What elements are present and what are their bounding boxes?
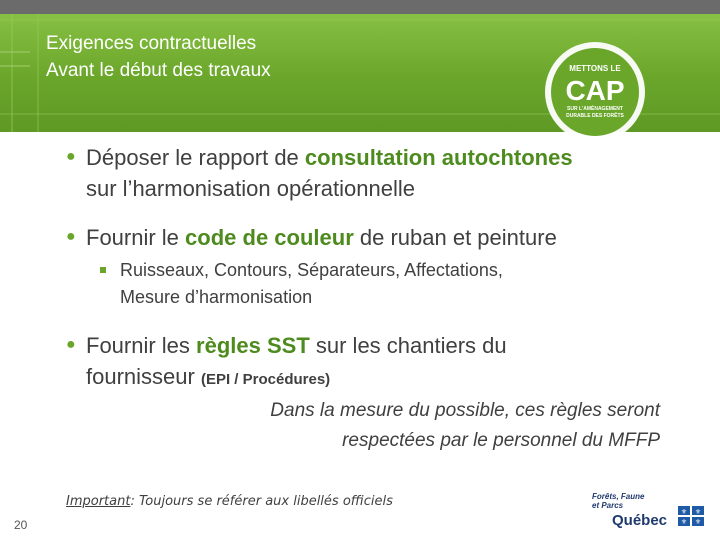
- bullet-2-post: de ruban et peinture: [353, 225, 557, 250]
- title-line-2: Avant le début des travaux: [46, 60, 271, 81]
- page-number: 20: [14, 518, 28, 532]
- bullet-1: [86, 142, 686, 204]
- logo-top-text: METTONS LE: [569, 64, 621, 73]
- logo-sub1-text: SUR L'AMÉNAGEMENT: [567, 106, 623, 112]
- sub-bullet-line2: Mesure d’harmonisation: [120, 287, 313, 307]
- bullet-2: [86, 222, 686, 253]
- bullet-1-text: Déposer le rapport de: [86, 145, 305, 170]
- svg-text:⚜: ⚜: [694, 519, 702, 526]
- bullet-dot: ●: [66, 228, 76, 245]
- bullet-2-text: Fournir le: [86, 225, 186, 250]
- note-line-2: respectées par le personnel du MFFP: [342, 430, 660, 451]
- bullet-dot: ●: [66, 336, 76, 353]
- logo-sub2-text: DURABLE DES FORÊTS: [566, 113, 624, 119]
- logo-main-text: CAP: [565, 75, 625, 106]
- bullet-1-line2: sur l’harmonisation opérationnelle: [86, 176, 415, 201]
- note-line-1: Dans la mesure du possible, ces règles seront: [270, 400, 660, 421]
- bullet-3-text: Fournir les: [86, 333, 197, 358]
- important-note: [66, 494, 393, 509]
- bullet-3-post: sur les chantiers du: [309, 333, 507, 358]
- bullet-3-small: (EPI / Procédures): [200, 371, 331, 388]
- title-line-1: Exigences contractuelles: [46, 33, 257, 54]
- sub-bullet-square: [100, 267, 106, 273]
- svg-text:⚜: ⚜: [694, 509, 702, 516]
- svg-text:⚜: ⚜: [680, 509, 688, 516]
- bullet-3-line2: fournisseur: [86, 364, 201, 389]
- ministry-line-2: et Parcs: [592, 501, 624, 510]
- sub-bullet-1: [120, 257, 680, 311]
- important-label: Important: [66, 494, 131, 509]
- quebec-wordmark: Québec: [612, 512, 668, 529]
- note-text: [120, 396, 660, 456]
- bullet-3: [86, 330, 686, 395]
- quebec-government-logo: [590, 490, 708, 530]
- sub-bullet-line1: Ruisseaux, Contours, Séparateurs, Affectations,: [120, 260, 503, 280]
- ministry-line-1: Forêts, Faune: [592, 492, 645, 501]
- bullet-dot: ●: [66, 148, 76, 165]
- bullet-1-highlight: consultation autochtones: [304, 145, 573, 170]
- bullet-3-highlight: règles SST: [196, 333, 310, 358]
- important-text: : Toujours se référer aux libellés officiels: [130, 494, 393, 509]
- svg-text:⚜: ⚜: [680, 519, 688, 526]
- quebec-flag-icon: [678, 506, 704, 526]
- bullet-2-highlight: code de couleur: [185, 225, 354, 250]
